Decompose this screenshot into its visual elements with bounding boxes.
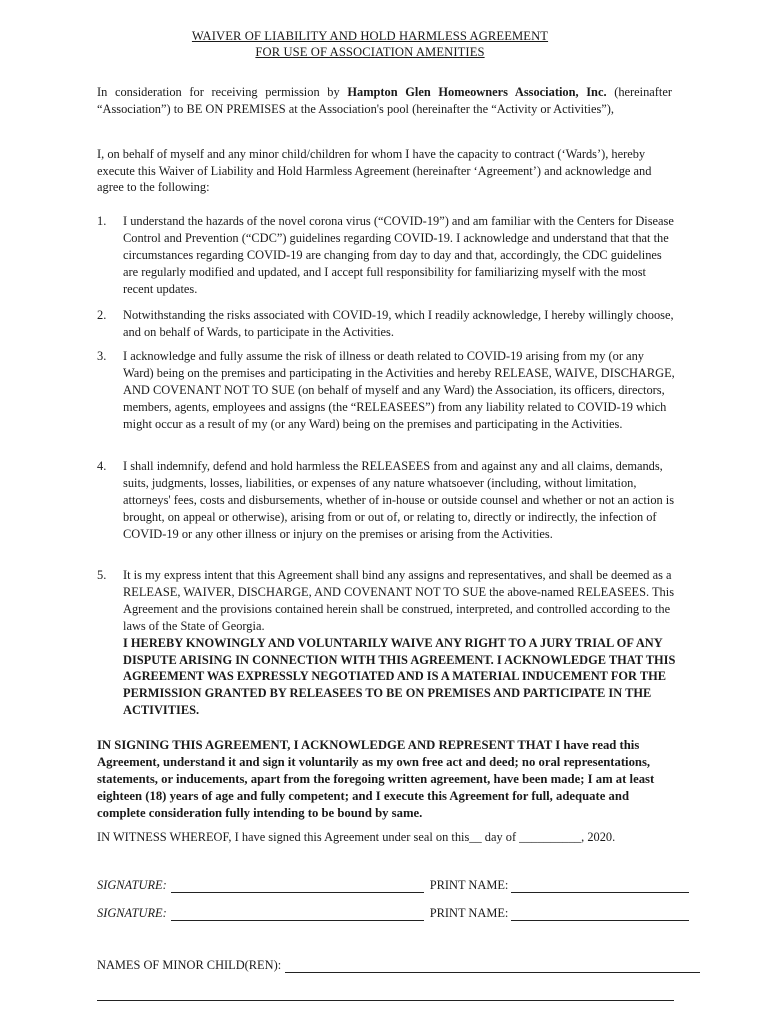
term-item bbox=[97, 213, 677, 298]
intro-before: In consideration for receiving permission by bbox=[97, 85, 348, 99]
intro-paragraph bbox=[97, 84, 672, 117]
document-title bbox=[0, 28, 740, 60]
acknowledgment-paragraph: I, on behalf of myself and any minor child/children for whom I have the capacity to contract (‘Wards’), hereby execute this Waiver of Liability and Hold Harmless Agreement (hereinafter ‘Agreement’) and acknowledge and agree to the following: bbox=[97, 147, 652, 195]
print-name-line[interactable] bbox=[511, 908, 689, 921]
association-name: Hampton Glen Homeowners Association, Inc. bbox=[347, 85, 607, 99]
term-number: 3. bbox=[97, 349, 107, 363]
jury-waiver-text: I HEREBY KNOWINGLY AND VOLUNTARILY WAIVE ANY RIGHT TO A JURY TRIAL OF ANY DISPUTE ARISING IN CONNECTION WITH THIS AGREEMENT. I ACKNOWLEDGE THAT THIS AGREEMENT WAS EXPRESSLY NEGOTIATED AND IS A MATERIAL INDUCEMENT FOR THE PERMISSION GRANTED BY RELEASEES TO BE ON PREMISES AND PARTICIPATE IN THE ACTIVITIES. bbox=[123, 635, 676, 718]
terms-list-3 bbox=[97, 348, 677, 433]
signature-label: SIGNATURE: bbox=[97, 906, 167, 920]
term-text: I acknowledge and fully assume the risk of illness or death related to COVID-19 arising from my (or any Ward) being on the premises and participating in the Activities and hereby RELEASE, WAIVE, DISCHARGE, AND COVENANT NOT TO SUE (on behalf of myself and any Ward) the Association, its officers, directors, members, agents, employees and assigns (the “RELEASEES”) from any liability related to COVID-19 which might occur as a result of my (or any Ward) being on the premises and participating in the Activities. bbox=[123, 349, 675, 431]
term-number: 5. bbox=[97, 568, 107, 582]
term-text: It is my express intent that this Agreement shall bind any assigns and representatives, and shall be deemed as a RELEASE, WAIVER, DISCHARGE, AND COVENANT NOT TO SUE the above-named RELEASEES. This Agreement and the provisions contained herein shall be construed, interpreted, and controlled according to the laws of the State of Georgia. bbox=[123, 568, 675, 633]
title-line-1: WAIVER OF LIABILITY AND HOLD HARMLESS AGREEMENT bbox=[191, 29, 549, 43]
term-item bbox=[97, 307, 677, 341]
print-name-line[interactable] bbox=[511, 880, 689, 893]
terms-list-2 bbox=[97, 307, 677, 341]
terms-list-4 bbox=[97, 458, 677, 543]
signature-line[interactable] bbox=[171, 908, 424, 921]
witness-clause: IN WITNESS WHEREOF, I have signed this Agreement under seal on this__ day of __________, 2020. bbox=[97, 830, 616, 844]
minor-children-line[interactable] bbox=[285, 960, 700, 973]
terms-list-5 bbox=[97, 567, 677, 719]
minor-children-row bbox=[97, 958, 700, 973]
term-number: 4. bbox=[97, 459, 107, 473]
term-text: Notwithstanding the risks associated with COVID-19, which I readily acknowledge, I hereby willingly choose, and on behalf of Wards, to participate in the Activities. bbox=[123, 308, 674, 339]
signature-label: SIGNATURE: bbox=[97, 878, 167, 892]
term-text: I shall indemnify, defend and hold harmless the RELEASEES from and against any and all claims, demands, suits, judgments, losses, liabilities, or expenses of any nature whatsoever (including, without limitation, attorneys' fees, costs and disbursements, whether of in-house or outside counsel and whether or not an action is brought, on appeal or otherwise), arising from or out of, or relating to, directly or indirectly, the infection of COVID-19 or any other illness or injury on the premises or arising from the Activities. bbox=[123, 459, 675, 541]
term-item bbox=[97, 348, 677, 433]
print-name-label: PRINT NAME: bbox=[429, 878, 509, 892]
signing-statement: IN SIGNING THIS AGREEMENT, I ACKNOWLEDGE AND REPRESENT THAT I have read this Agreement, understand it and sign it voluntarily as my own free act and deed; no oral representations, statements, or inducements, apart from the foregoing written agreement, have been made; I am at least eighteen (18) years of age and fully competent; and I execute this Agreement for full, adequate and complete consideration fully intending to be bound by same. bbox=[97, 738, 655, 820]
signature-row-1 bbox=[97, 878, 689, 893]
additional-names-line[interactable] bbox=[97, 1000, 674, 1001]
print-name-label: PRINT NAME: bbox=[429, 906, 509, 920]
term-number: 2. bbox=[97, 308, 107, 322]
term-text: I understand the hazards of the novel corona virus (“COVID-19”) and am familiar with the Centers for Disease Control and Prevention (“CDC”) guidelines regarding COVID-19. I acknowledge and understand that that the circumstances regarding COVID-19 are changing from day to day and that, accordingly, the CDC guidelines are regularly modified and updated, and I accept full responsibility for familiarizing myself with the most recent updates. bbox=[123, 214, 674, 296]
signature-row-2 bbox=[97, 906, 689, 921]
intro-after: (hereinafter “Association”) to BE ON PREMISES at the Association's pool (hereinafter the “Activity or Activities”), bbox=[97, 85, 672, 116]
title-line-2: FOR USE OF ASSOCIATION AMENITIES bbox=[255, 45, 485, 59]
term-item bbox=[97, 458, 677, 543]
minor-children-label: NAMES OF MINOR CHILD(REN): bbox=[97, 958, 282, 972]
term-item bbox=[97, 567, 677, 719]
terms-list-1 bbox=[97, 213, 677, 298]
term-number: 1. bbox=[97, 214, 107, 228]
signature-line[interactable] bbox=[171, 880, 424, 893]
